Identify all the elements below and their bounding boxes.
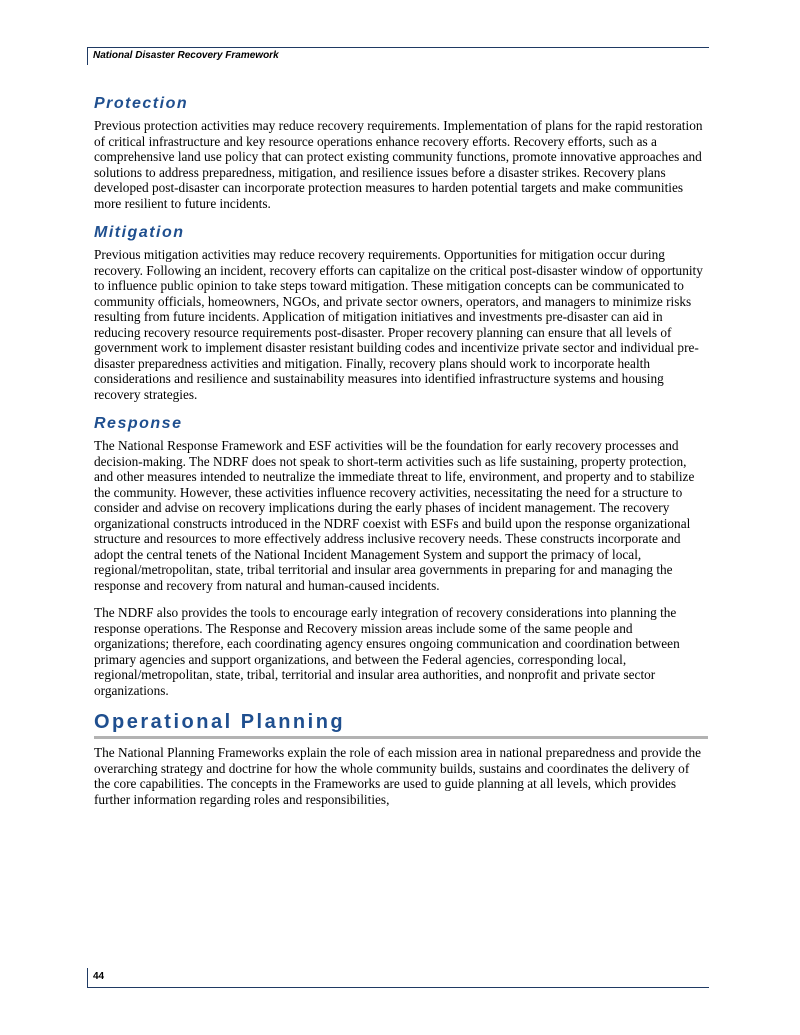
protection-paragraph-1: Previous protection activities may reduce recovery requirements. Implementation of plans for the rapid restoration of critical infrastructure and key resource operations enhance recovery efforts. Recovery efforts, such as a comprehensive land use policy that can protect existing community functions, promote innovative approaches and solutions to address preparedness, mitigation, and resilience issues before a disaster strikes. Recovery plans developed post-disaster can incorporate protection measures to harden potential targets and make communities more resilient to future incidents.	[94, 118, 703, 211]
response-paragraph-2: The NDRF also provides the tools to encourage early integration of recovery considerations into planning the response operations. The Response and Recovery mission areas include some of the same people and organizations; therefore, each coordinating agency ensures ongoing communication and coordination between primary agencies and support organizations, and between the Federal agencies, corresponding local, regional/metropolitan, state, tribal, territorial and insular area authorities, and nonprofit and private sector organizations.	[94, 605, 680, 698]
operational-planning-paragraph-1: The National Planning Frameworks explain the role of each mission area in national preparedness and provide the overarching strategy and doctrine for how the whole community builds, sustains and coordinates the delivery of the core capabilities. The concepts in the Frameworks are used to guide planning at all levels, which provides further information regarding roles and responsibilities,	[94, 745, 702, 807]
section-heading-response: Response	[94, 415, 183, 432]
page-content	[94, 94, 708, 819]
major-heading-wrap	[94, 710, 708, 739]
running-header-title: National Disaster Recovery Framework	[93, 50, 279, 61]
section-heading-protection: Protection	[94, 95, 189, 112]
page-number: 44	[93, 971, 105, 982]
section-mitigation	[94, 223, 708, 402]
running-footer	[87, 968, 709, 988]
running-header	[87, 47, 709, 65]
section-operational-planning	[94, 710, 708, 807]
section-heading-operational-planning: Operational Planning	[94, 710, 708, 739]
response-paragraph-1: The National Response Framework and ESF activities will be the foundation for early recovery processes and decision-making. The NDRF does not speak to short-term activities such as life sustaining, property protection, and other measures intended to neutralize the immediate threat to life, environment, and property and to stabilize the community. However, these activities influence recovery activities, necessitating the need for a structure to consider and advise on recovery implications during the early phases of incident management. The recovery organizational constructs introduced in the NDRF coexist with ESFs and build upon the response organizational structure and resources to more effectively address inclusive recovery needs. These constructs incorporate and adopt the central tenets of the National Incident Management System and support the primacy of local, regional/metropolitan, state, tribal territorial and insular area governments in preparing for and managing the response and recovery from natural and human-caused incidents.	[94, 438, 695, 593]
section-heading-mitigation: Mitigation	[94, 224, 185, 241]
section-response	[94, 414, 708, 698]
mitigation-paragraph-1: Previous mitigation activities may reduce recovery requirements. Opportunities for mitigation occur during recovery. Following an incident, recovery efforts can capitalize on the critical post-disaster window of opportunity to influence public opinion to take steps toward mitigation. These mitigation concepts can be communicated to community officials, homeowners, NGOs, and private sector owners, operators, and managers to minimize risks resulting from future incidents. Application of mitigation initiatives and investments pre-disaster can aid in reducing recovery resource requirements post-disaster. Proper recovery planning can ensure that all levels of government work to implement disaster resistant building codes and incentivize private sector and individual pre-disaster preparedness activities and mitigation. Finally, recovery plans should work to incorporate health considerations and resilience and sustainability measures into identified infrastructure systems and housing recovery strategies.	[94, 247, 703, 402]
section-protection	[94, 94, 708, 211]
